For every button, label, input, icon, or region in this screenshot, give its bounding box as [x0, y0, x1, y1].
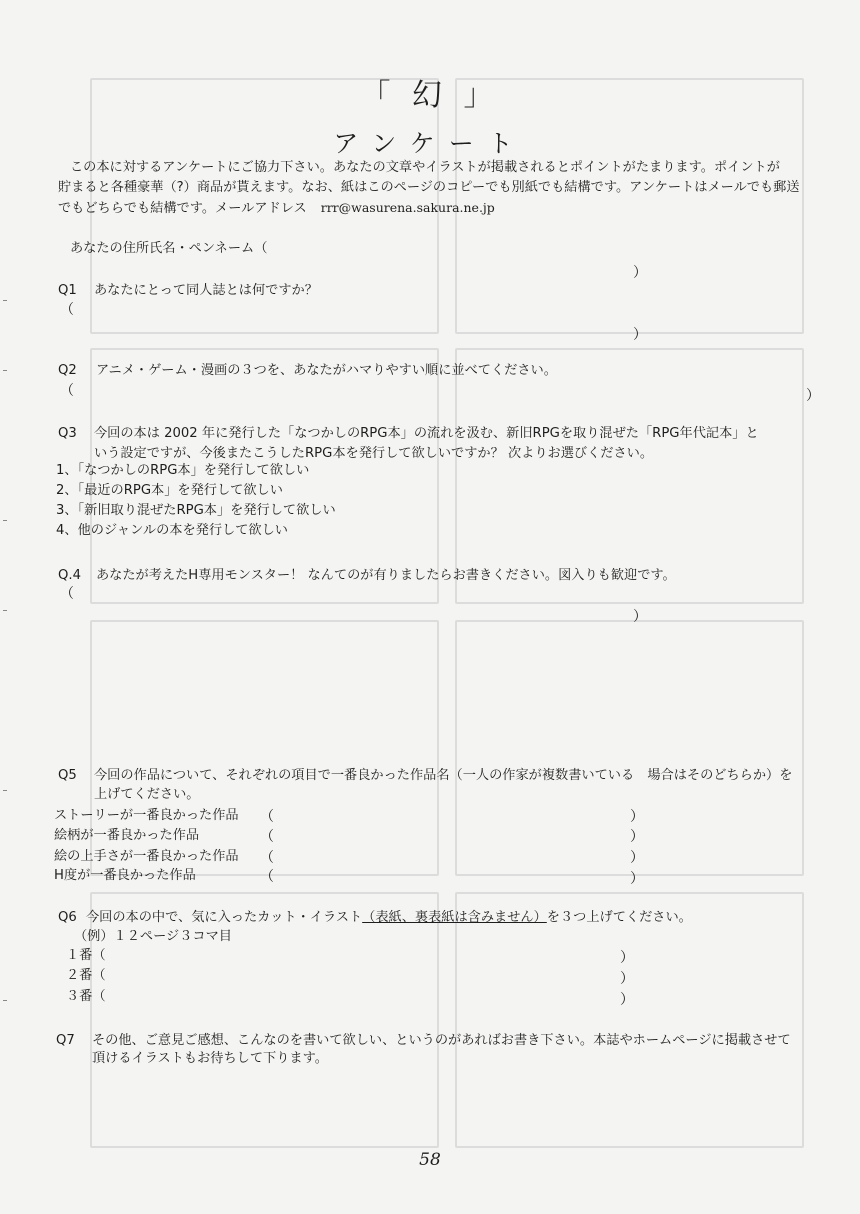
q6-rank: ２番（	[66, 968, 106, 983]
q6-text-part: を３つ上げてください。	[546, 910, 692, 925]
q3-option: 2、「最近のRPG本」を発行して欲しい	[56, 483, 283, 498]
q2-text: アニメ・ゲーム・漫画の３つを、あなたがハマりやすい順に並べてください。	[96, 363, 557, 378]
paren-close: ）	[630, 871, 644, 887]
q1-number: Q1	[58, 283, 77, 298]
q5-item: H度が一番良かった作品	[54, 868, 196, 883]
q5-item: ストーリーが一番良かった作品	[54, 808, 239, 823]
q5-number: Q5	[58, 768, 77, 783]
q5-item: 絵柄が一番良かった作品	[54, 828, 200, 843]
q6-text-part: 今回の本の中で、気に入ったカット・イラスト	[86, 910, 363, 925]
q6-rank: １番（	[66, 948, 106, 963]
q5-text-line: 今回の作品について、それぞれの項目で一番良かった作品名（一人の作家が複数書いている 場合はそのどちらか）を	[94, 768, 793, 783]
email-address: rrr@wasurena.sakura.ne.jp	[320, 200, 495, 215]
paren-open: （	[60, 383, 74, 399]
intro-line: 貯まると各種豪華（?）商品が貰えます。なお、紙はこのページのコピーでも別紙でも結構です。アンケートはメールでも郵送	[58, 180, 800, 195]
q2-number: Q2	[58, 363, 77, 378]
q6-rank: ３番（	[66, 989, 106, 1004]
q7-text-line: その他、ご意見ご感想、こんなのを書いて欲しい、というのがあればお書き下さい。本誌やホームページに掲載させて	[92, 1033, 791, 1048]
intro-line: でもどちらでも結構です。メールアドレス	[58, 201, 307, 216]
paren-open: （	[260, 829, 274, 845]
q3-text-line: 今回の本は 2002 年に発行した「なつかしのRPG本」の流れを汲む、新旧RPGを取り混ぜた「RPG年代記本」と	[94, 426, 759, 441]
q7-number: Q7	[56, 1033, 75, 1048]
q3-option: 1、「なつかしのRPG本」を発行して欲しい	[56, 463, 310, 478]
paren-close: ）	[806, 388, 820, 404]
q5-item: 絵の上手さが一番良かった作品	[54, 849, 239, 864]
page-title: 「 幻 」	[360, 78, 500, 113]
paren-close: ）	[620, 992, 634, 1008]
paren-close: ）	[633, 327, 647, 343]
paren-close: ）	[620, 971, 634, 987]
paren-open: （	[60, 302, 74, 318]
q6-number: Q6	[58, 910, 77, 925]
q5-text-line: 上げてください。	[94, 787, 200, 802]
paren-open: （	[260, 850, 274, 866]
q1-text: あなたにとって同人誌とは何ですか？	[94, 283, 318, 298]
q6-text	[86, 908, 692, 928]
paren-open: （	[60, 586, 74, 602]
q4-number: Q.4	[58, 568, 81, 583]
page-number: 58	[419, 1150, 441, 1170]
q3-option: 3、「新旧取り混ぜたRPG本」を発行して欲しい	[56, 503, 336, 518]
paren-open: （	[260, 809, 274, 825]
paren-close: ）	[620, 950, 634, 966]
paren-close: ）	[633, 265, 647, 281]
page-subtitle: アンケート	[333, 129, 527, 158]
q7-text-line: 頂けるイラストもお待ちして下ります。	[92, 1051, 328, 1066]
q3-text-line: いう設定ですが、今後またこうしたRPG本を発行して欲しいですか？ 次よりお選びください。	[94, 446, 654, 461]
paren-close: ）	[633, 609, 647, 625]
intro-paragraph	[58, 158, 828, 219]
background-panel	[455, 892, 804, 1148]
q6-text-underlined: （表紙、裏表紙は含みません）	[362, 910, 547, 925]
paren-close: ）	[630, 809, 644, 825]
paren-close: ）	[630, 850, 644, 866]
q3-number: Q3	[58, 426, 77, 441]
intro-line: この本に対するアンケートにご協力下さい。あなたの文章やイラストが掲載されるとポイントがたまります。ポイントが	[70, 160, 780, 175]
q6-example: （例）１２ページ３コマ目	[74, 929, 232, 944]
address-prompt: あなたの住所氏名・ペンネーム（	[70, 241, 268, 256]
q3-option: 4、他のジャンルの本を発行して欲しい	[56, 523, 288, 538]
paren-close: ）	[630, 829, 644, 845]
q4-text: あなたが考えたH専用モンスター！ なんてのが有りましたらお書きください。図入りも歓迎です。	[96, 568, 676, 583]
paren-open: （	[260, 869, 274, 885]
